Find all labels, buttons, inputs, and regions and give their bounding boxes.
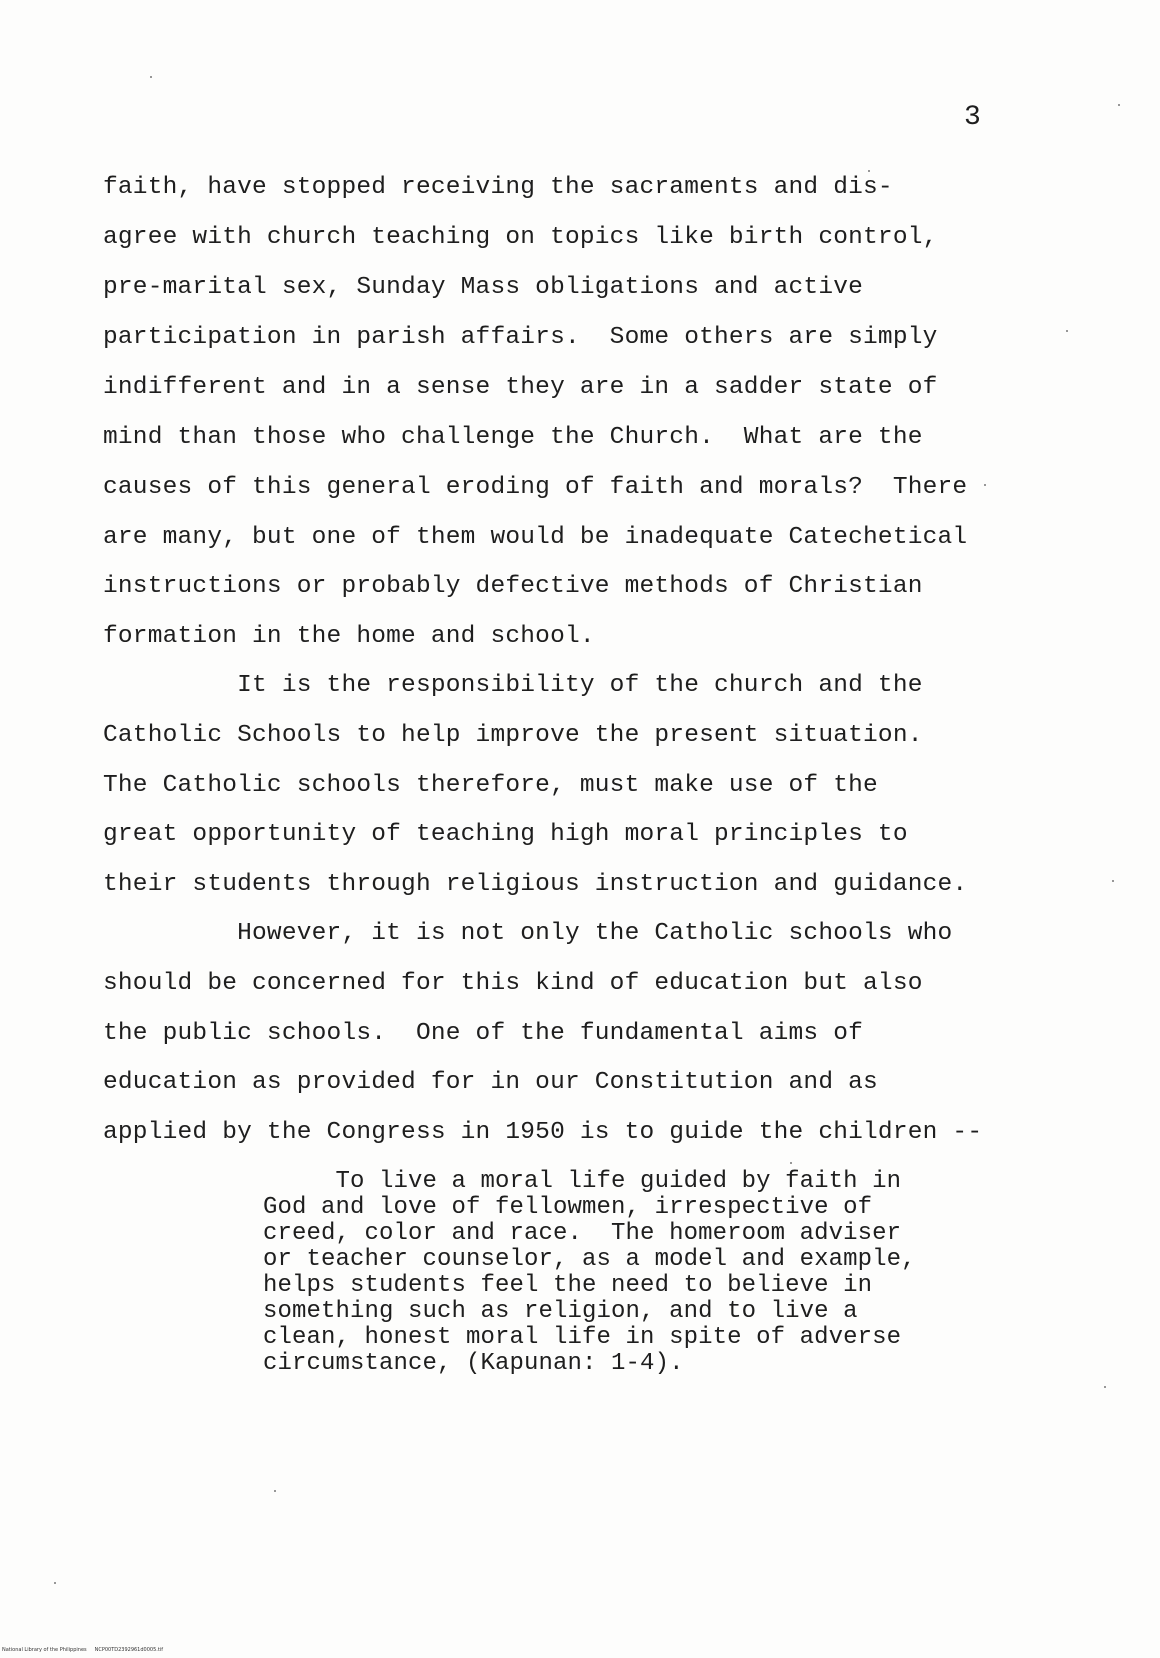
scan-speck	[54, 1582, 56, 1584]
scan-speck	[790, 1162, 792, 1164]
scan-speck	[274, 1490, 276, 1492]
body-line: their students through religious instruction and guidance.	[103, 871, 968, 898]
body-line: However, it is not only the Catholic schools who	[103, 920, 953, 947]
body-line: indifferent and in a sense they are in a sadder state of	[103, 374, 938, 401]
scan-speck	[1118, 104, 1120, 106]
quote-line: To live a moral life guided by faith in	[263, 1168, 902, 1195]
quote-line: something such as religion, and to live a	[263, 1298, 858, 1325]
body-line: Catholic Schools to help improve the present situation.	[103, 722, 923, 749]
body-line: causes of this general eroding of faith and morals? There	[103, 474, 968, 501]
body-line: should be concerned for this kind of education but also	[103, 970, 923, 997]
body-line: pre-marital sex, Sunday Mass obligations and active	[103, 274, 864, 301]
scan-speck	[868, 170, 870, 172]
body-line: great opportunity of teaching high moral principles to	[103, 821, 908, 848]
body-line: education as provided for in our Constitution and as	[103, 1069, 878, 1096]
body-line: applied by the Congress in 1950 is to guide the children --	[103, 1119, 983, 1146]
quote-line: helps students feel the need to believe in	[263, 1272, 873, 1299]
body-line: The Catholic schools therefore, must make use of the	[103, 772, 878, 799]
body-line: the public schools. One of the fundamental aims of	[103, 1020, 864, 1047]
page-number: 3	[964, 102, 981, 133]
quote-line: circumstance, (Kapunan: 1-4).	[263, 1350, 684, 1377]
scan-speck	[984, 484, 986, 486]
body-line: participation in parish affairs. Some others are simply	[103, 324, 938, 351]
scan-speck	[1066, 330, 1068, 332]
body-line: formation in the home and school.	[103, 623, 595, 650]
body-line: mind than those who challenge the Church. What are the	[103, 424, 923, 451]
scan-speck	[1112, 880, 1114, 882]
scan-speck	[1104, 1386, 1106, 1388]
body-line: It is the responsibility of the church and the	[103, 672, 923, 699]
quote-line: creed, color and race. The homeroom adviser	[263, 1220, 902, 1247]
body-line: are many, but one of them would be inadequate Catechetical	[103, 524, 968, 551]
body-line: agree with church teaching on topics like birth control,	[103, 224, 938, 251]
scan-footer-caption: National Library of the Philippines NCP00TD2392961d0005.tif	[2, 1647, 163, 1653]
quote-line: clean, honest moral life in spite of adverse	[263, 1324, 902, 1351]
body-line: instructions or probably defective methods of Christian	[103, 573, 923, 600]
body-line: faith, have stopped receiving the sacraments and dis-	[103, 174, 893, 201]
scan-speck	[150, 76, 152, 78]
quote-line: God and love of fellowmen, irrespective of	[263, 1194, 873, 1221]
quote-line: or teacher counselor, as a model and example,	[263, 1246, 916, 1273]
